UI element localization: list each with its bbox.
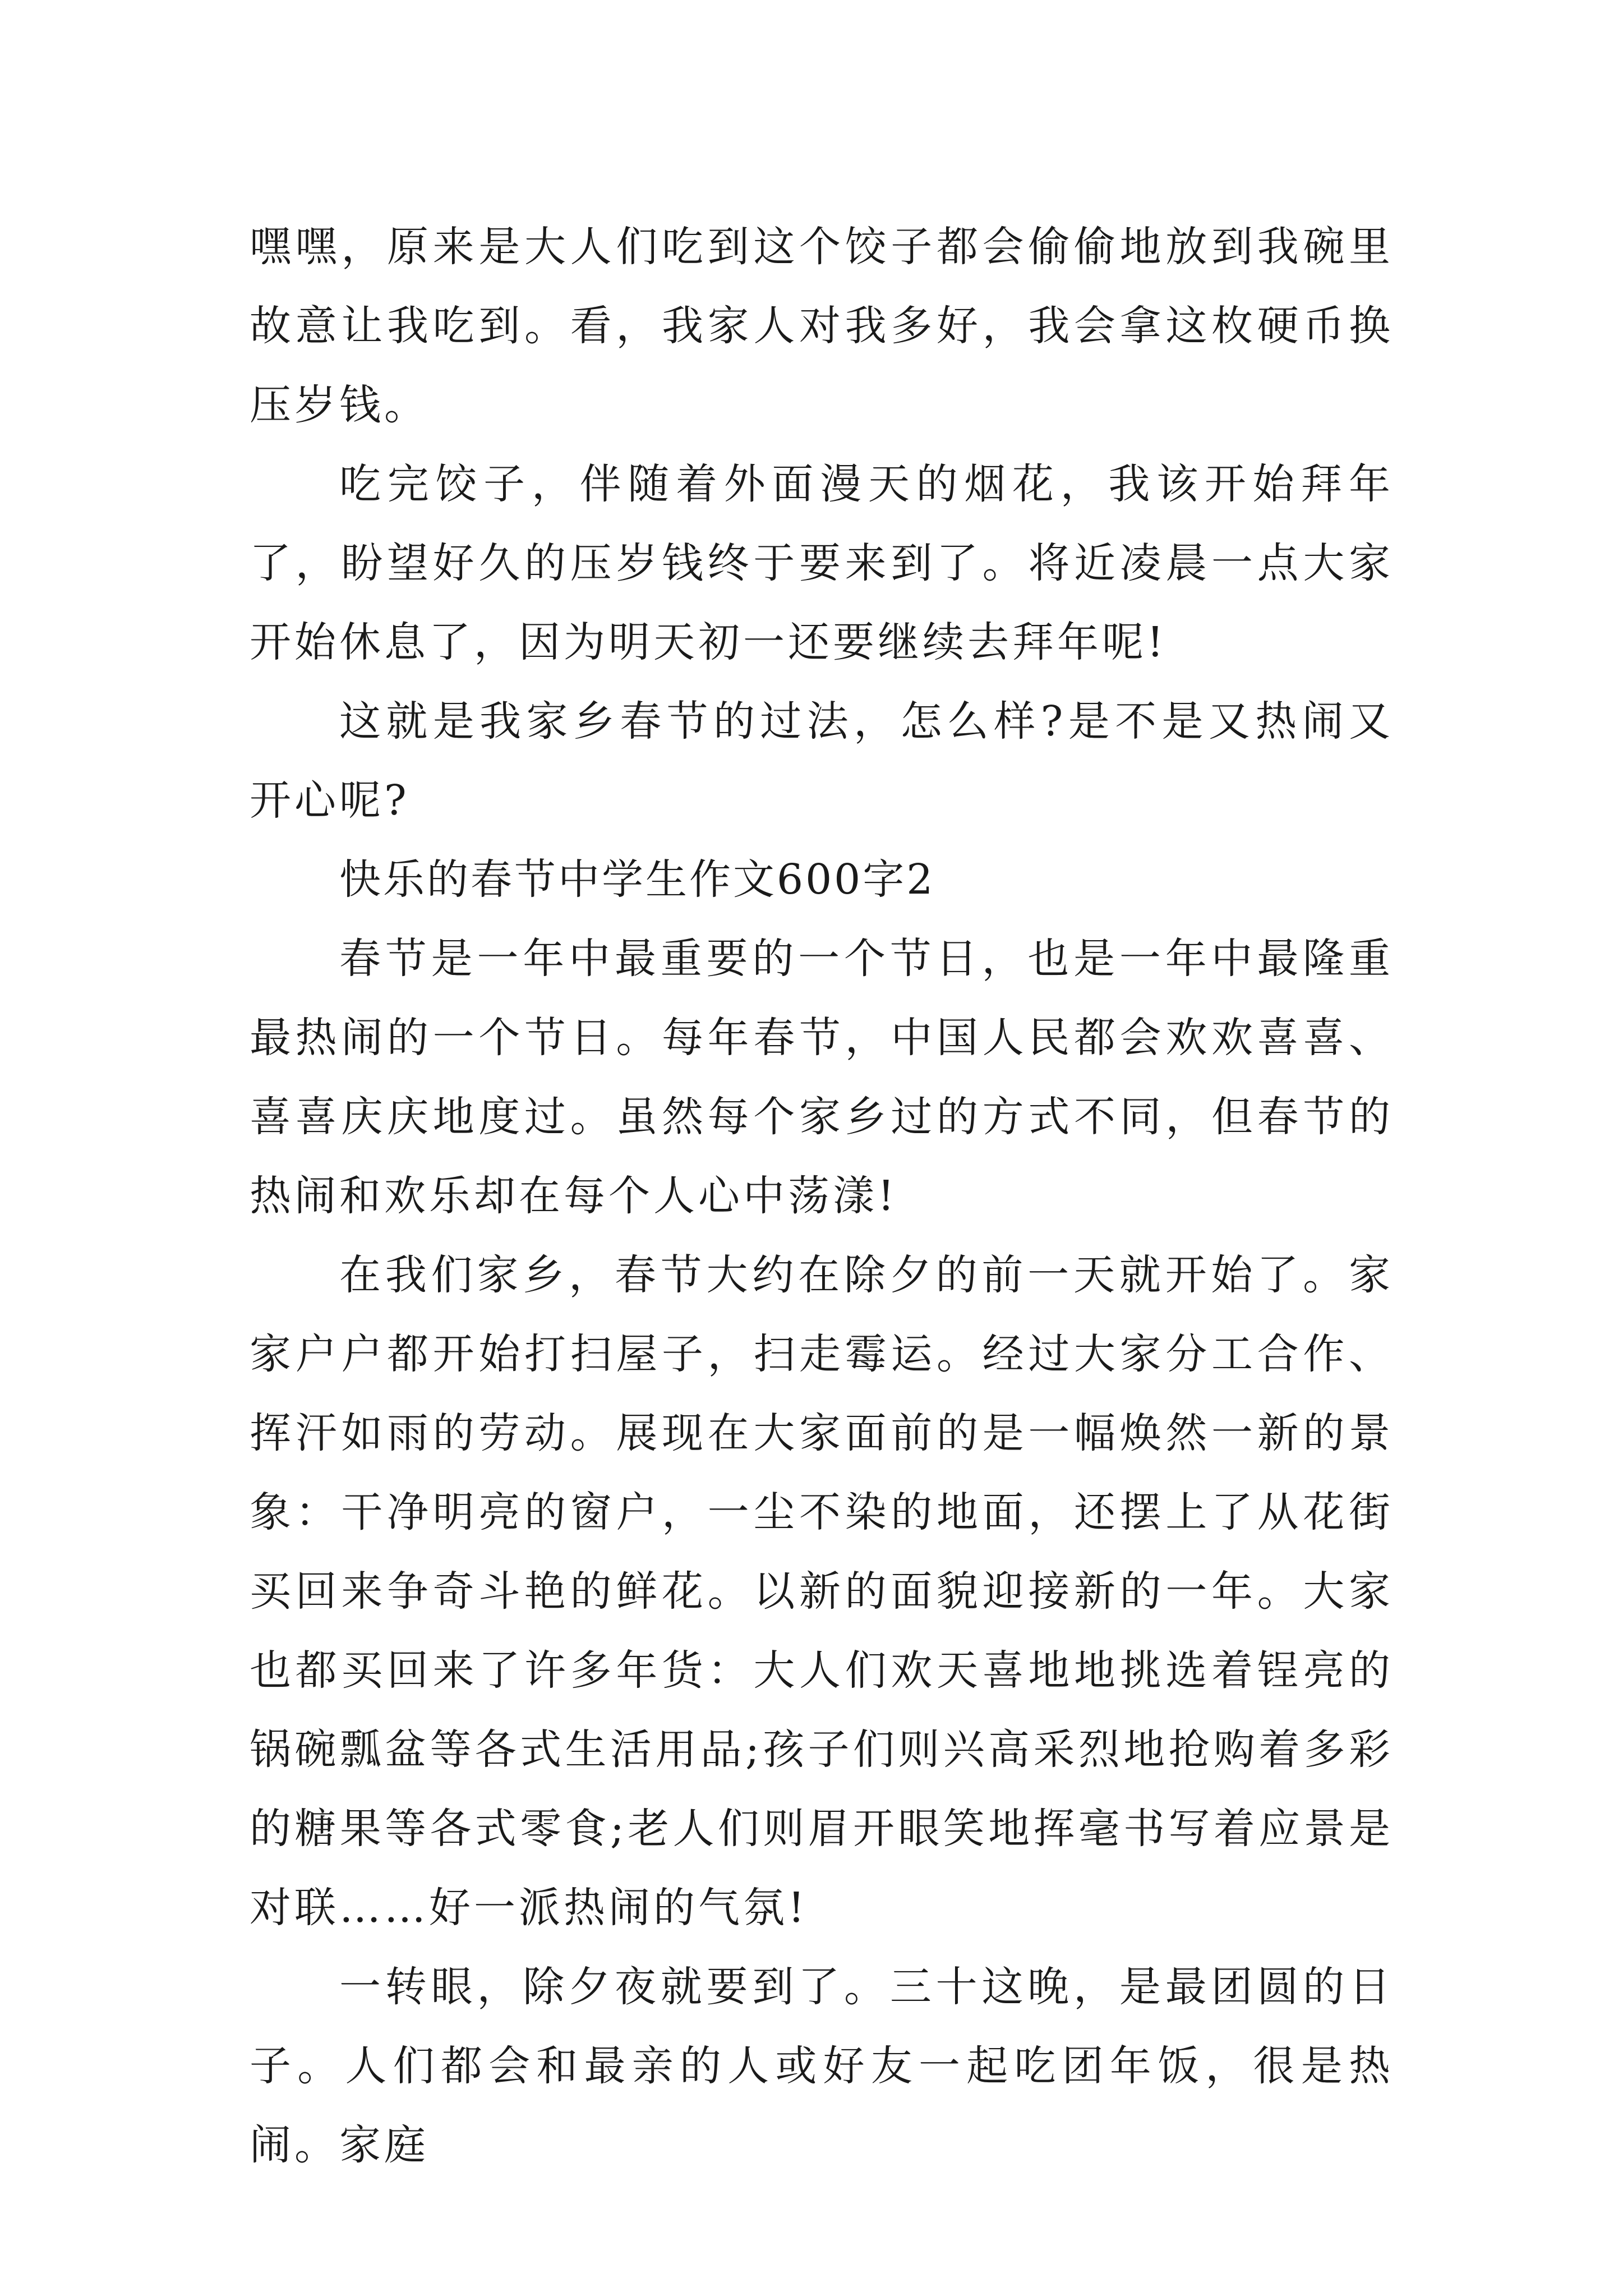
essay-heading: 快乐的春节中学生作文600字2 bbox=[339, 855, 935, 904]
paragraph: 在我们家乡，春节大约在除夕的前一天就开始了。家家户户都开始打扫屋子，扫走霉运。经过大家分工合作、挥汗如雨的劳动。展现在大家面前的是一幅焕然一新的景象：干净明亮的窗户，一尘不染的地面，还摆上了从花街买回来争奇斗艳的鲜花。以新的面貌迎接新的一年。大家也都买回来了许多年货：大人们欢天喜地地挑选着锃亮的锅碗瓢盆等各式生活用品;孩子们则兴高采烈地抢购着多彩的糖果等各式零食;老人们则眉开眼笑地挥毫书写着应景是对联……好一派热闹的气氛! bbox=[250, 1251, 1394, 1932]
paragraph-continuation: 嘿嘿，原来是大人们吃到这个饺子都会偷偷地放到我碗里故意让我吃到。看，我家人对我多好，我会拿这枚硬币换压岁钱。 bbox=[250, 223, 1394, 429]
paragraph: 春节是一年中最重要的一个节日，也是一年中最隆重最热闹的一个节日。每年春节，中国人民都会欢欢喜喜、喜喜庆庆地度过。虽然每个家乡过的方式不同，但春节的热闹和欢乐却在每个人心中荡漾! bbox=[250, 935, 1394, 1220]
document-body bbox=[250, 208, 1394, 2185]
paragraph: 一转眼，除夕夜就要到了。三十这晚，是最团圆的日子。人们都会和最亲的人或好友一起吃团年饭，很是热闹。家庭 bbox=[250, 1963, 1394, 2169]
paragraph: 这就是我家乡春节的过法，怎么样?是不是又热闹又开心呢? bbox=[250, 697, 1394, 825]
paragraph: 吃完饺子，伴随着外面漫天的烟花，我该开始拜年了，盼望好久的压岁钱终于要来到了。将近凌晨一点大家开始休息了，因为明天初一还要继续去拜年呢! bbox=[250, 460, 1394, 666]
